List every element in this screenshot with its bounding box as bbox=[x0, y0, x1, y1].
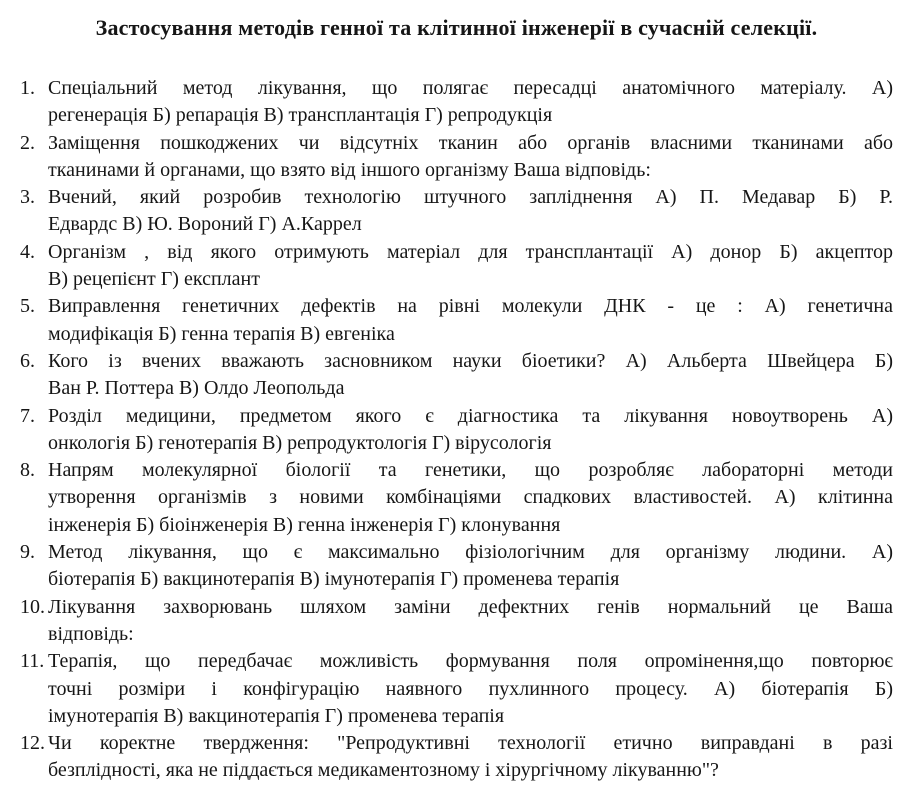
question-item bbox=[20, 594, 893, 649]
question-line: точні розміри і конфігурацію наявного пухлинного процесу. А) біотерапія Б) bbox=[48, 677, 893, 700]
question-item bbox=[20, 348, 893, 403]
question-text: Вчений, який розробив технологію штучного запліднення А) П. Медавар Б) Р. bbox=[48, 186, 893, 209]
question-item bbox=[20, 648, 893, 730]
question-number: 5. bbox=[20, 295, 35, 318]
question-text: Напрям молекулярної біології та генетики, що розробляє лабораторні методи bbox=[48, 459, 893, 482]
question-first-line bbox=[20, 730, 893, 757]
question-first-line bbox=[20, 239, 893, 266]
question-first-line bbox=[20, 75, 893, 102]
question-line: імунотерапія В) вакцинотерапія Г) променева терапія bbox=[48, 704, 505, 727]
question-line: інженерія Б) біоінженерія В) генна інженерія Г) клонування bbox=[48, 513, 561, 536]
question-first-line bbox=[20, 539, 893, 566]
question-line: Едвардс В) Ю. Вороний Г) А.Каррел bbox=[48, 213, 362, 236]
question-text: Розділ медицини, предметом якого є діагностика та лікування новоутворень А) bbox=[48, 404, 893, 427]
question-text: Організм , від якого отримують матеріал для трансплантації А) донор Б) акцептор bbox=[48, 240, 893, 263]
question-number: 9. bbox=[20, 541, 35, 564]
question-item bbox=[20, 730, 893, 785]
question-first-line bbox=[20, 648, 893, 675]
question-first-line bbox=[20, 403, 893, 430]
question-line: онкологія Б) генотерапія В) репродуктологія Г) вірусологія bbox=[48, 431, 552, 454]
question-line: утворення організмів з новими комбінаціями спадкових властивостей. А) клітинна bbox=[48, 486, 893, 509]
question-text: Чи коректне твердження: "Репродуктивні технології етично виправдані в разі bbox=[48, 732, 893, 755]
question-number: 8. bbox=[20, 459, 35, 482]
question-line: модифікація Б) генна терапія В) евгеніка bbox=[48, 322, 395, 345]
question-item bbox=[20, 239, 893, 294]
question-first-line bbox=[20, 457, 893, 484]
question-item bbox=[20, 184, 893, 239]
question-first-line bbox=[20, 130, 893, 157]
question-text: Кого із вчених вважають засновником науки біоетики? А) Альберта Швейцера Б) bbox=[48, 349, 893, 372]
question-item bbox=[20, 130, 893, 185]
question-number: 4. bbox=[20, 240, 35, 263]
question-item bbox=[20, 539, 893, 594]
question-line: регенерація Б) репарація В) трансплантація Г) репродукція bbox=[48, 104, 553, 127]
question-number: 6. bbox=[20, 349, 35, 372]
question-text: Спеціальний метод лікування, що полягає пересадці анатомічного матеріалу. А) bbox=[48, 77, 893, 99]
question-line: тканинами й органами, що взято від іншого організму Ваша відповідь: bbox=[48, 158, 651, 181]
question-list bbox=[20, 75, 893, 785]
question-number: 12. bbox=[20, 732, 45, 755]
question-item bbox=[20, 457, 893, 539]
question-first-line bbox=[20, 348, 893, 375]
question-text: Метод лікування, що є максимально фізіологічним для організму людини. А) bbox=[48, 541, 893, 564]
page-title: Застосування методів генної та клітинної інженерії в сучасній селекції. bbox=[95, 15, 818, 40]
question-text: Лікування захворювань шляхом заміни дефектних генів нормальний це Ваша bbox=[48, 595, 893, 618]
question-number: 7. bbox=[20, 404, 35, 427]
question-item bbox=[20, 403, 893, 458]
question-line: Ван Р. Поттера В) Олдо Леопольда bbox=[48, 377, 345, 400]
question-text: Терапія, що передбачає можливість формування поля опромінення,що повторює bbox=[48, 650, 893, 673]
question-line: безплідності, яка не піддається медикаментозному і хірургічному лікуванню"? bbox=[48, 759, 719, 782]
question-first-line bbox=[20, 293, 893, 320]
question-item bbox=[20, 75, 893, 130]
question-number: 2. bbox=[20, 131, 35, 154]
question-text: Виправлення генетичних дефектів на рівні молекули ДНК - це : А) генетична bbox=[48, 295, 893, 318]
question-text: Заміщення пошкоджених чи відсутніх тканин або органів власними тканинами або bbox=[48, 131, 893, 154]
question-line: відповідь: bbox=[48, 622, 134, 645]
question-item bbox=[20, 293, 893, 348]
question-number: 10. bbox=[20, 595, 45, 618]
question-line: В) рецепієнт Г) експлант bbox=[48, 268, 260, 291]
question-number: 3. bbox=[20, 186, 35, 209]
question-first-line bbox=[20, 594, 893, 621]
question-number: 1. bbox=[20, 77, 35, 99]
question-number: 11. bbox=[20, 650, 45, 673]
question-line: біотерапія Б) вакцинотерапія В) імунотерапія Г) променева терапія bbox=[48, 568, 620, 591]
question-first-line bbox=[20, 184, 893, 211]
